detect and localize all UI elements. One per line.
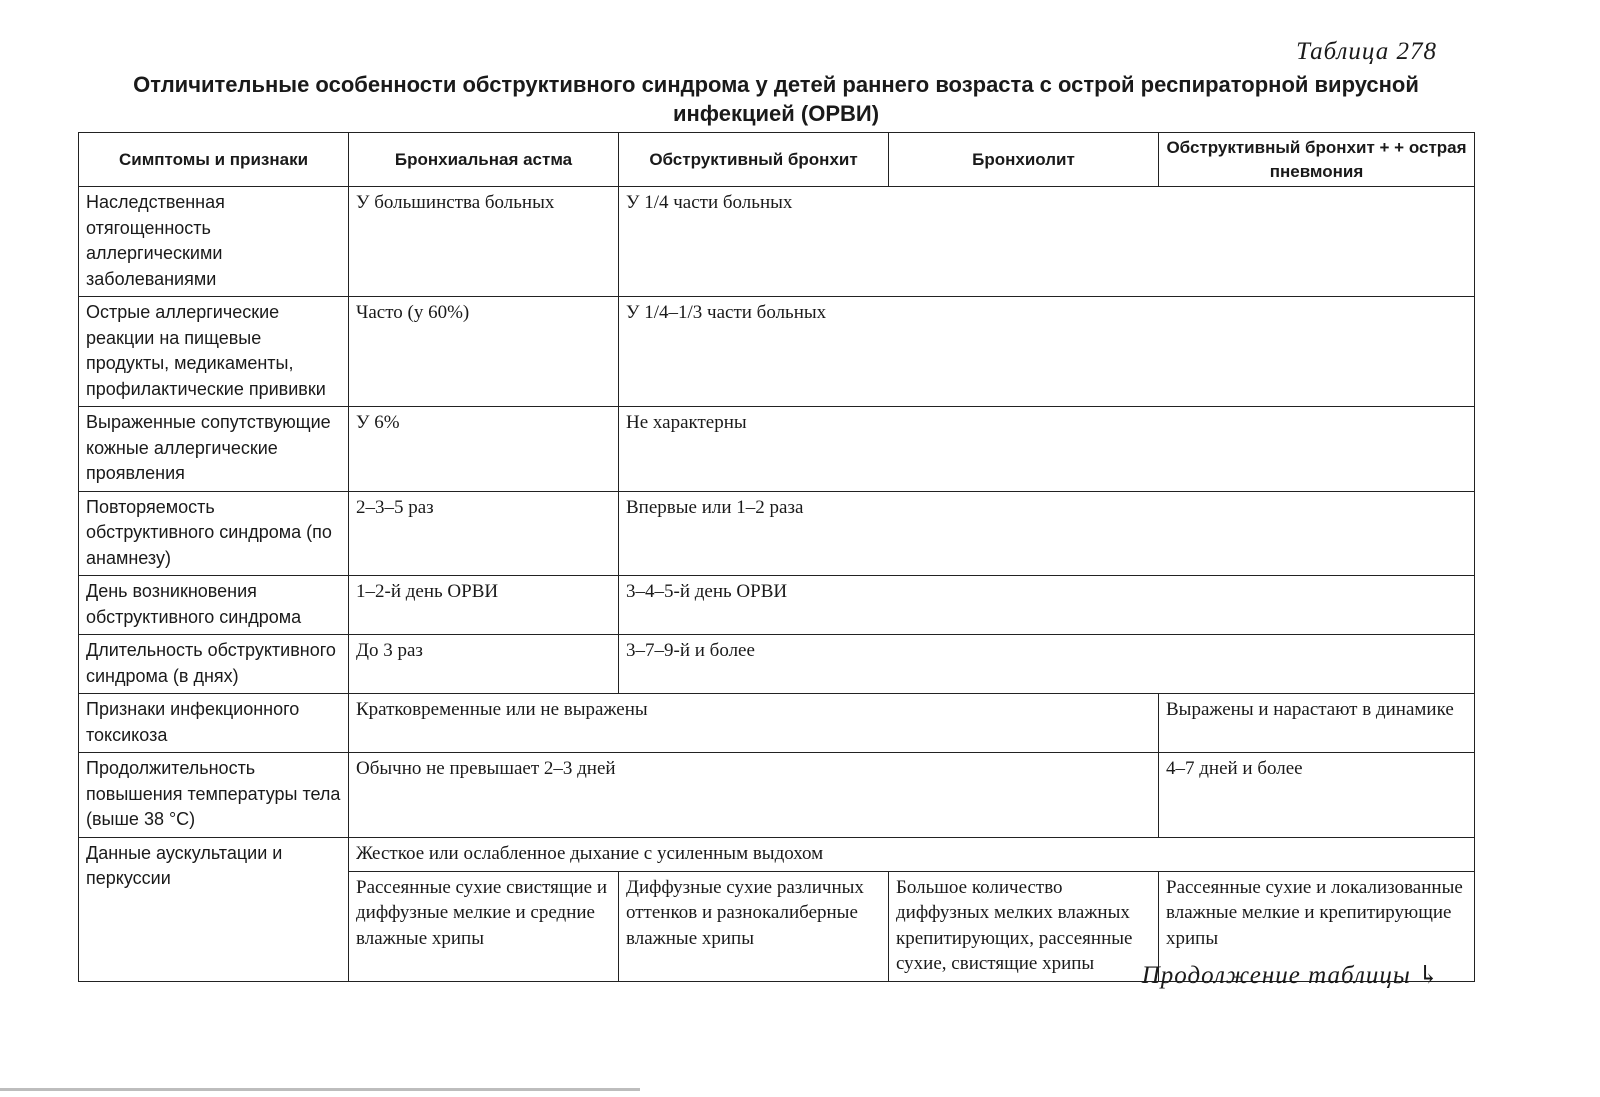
bronchiolitis-cell: Большое количество диффузных мелких влажных крепитирующих, рассеянные сухие, свистящие хрипы [889, 871, 1159, 981]
asthma-cell: У большинства больных [349, 187, 619, 297]
table-row [79, 635, 1475, 694]
table-row [79, 753, 1475, 838]
symptom-cell: Длительность обструктивного синдрома (в днях) [79, 635, 349, 694]
asthma-cell: Часто (у 60%) [349, 297, 619, 407]
table-title: Отличительные особенности обструктивного синдрома у детей раннего возраста с острой респираторной вирусной инфекцией (ОРВИ) [133, 72, 1419, 126]
asthma-cell: У 6% [349, 407, 619, 492]
common-cell: Жесткое или ослабленное дыхание с усиленным выдохом [349, 837, 1475, 871]
others-cell [619, 297, 1475, 407]
merged-cell: Обычно не превышает 2–3 дней [349, 753, 1159, 838]
others-suffix: части больных [668, 192, 793, 213]
table-row [79, 297, 1475, 407]
fraction: 1/4–1/3 [644, 302, 703, 323]
others-cell: Впервые или 1–2 раза [619, 491, 1475, 576]
symptom-cell: Повторяемость обструктивного синдрома (по анамнезу) [79, 491, 349, 576]
others-suffix: части больных [702, 302, 827, 323]
col-header-symptoms: Симптомы и признаки [79, 133, 349, 187]
others-cell [619, 187, 1475, 297]
others-prefix: У [626, 192, 645, 213]
table-row [79, 187, 1475, 297]
table-row [79, 407, 1475, 492]
others-cell: Не характерны [619, 407, 1475, 492]
comparison-table [78, 132, 1475, 982]
symptom-cell: Продолжительность повышения температуры тела (выше 38 °С) [79, 753, 349, 838]
col-header-bronchitis: Обструктивный бронхит [619, 133, 889, 187]
bronchitis-cell: Диффузные сухие различных оттенков и разнокалиберные влажные хрипы [619, 871, 889, 981]
col-header-bronchitis-pneumonia: Обструктивный бронхит + + острая пневмония [1159, 133, 1475, 187]
header-row [79, 133, 1475, 187]
table-row [79, 491, 1475, 576]
others-prefix: У [626, 302, 645, 323]
asthma-cell: Рассеянные сухие свистящие и диффузные мелкие и средние влажные хрипы [349, 871, 619, 981]
bottom-rule [0, 1088, 640, 1091]
asthma-cell: До 3 раз [349, 635, 619, 694]
table-row [79, 576, 1475, 635]
asthma-cell: 1–2-й день ОРВИ [349, 576, 619, 635]
pneumonia-cell: Рассеянные сухие и локализованные влажные мелкие и крепитирующие хрипы [1159, 871, 1475, 981]
symptom-cell: День возникновения обструктивного синдрома [79, 576, 349, 635]
symptom-cell: Острые аллергические реакции на пищевые продукты, медикаменты, профилактические прививки [79, 297, 349, 407]
table-row [79, 837, 1475, 871]
symptom-cell: Признаки инфекционного токсикоза [79, 694, 349, 753]
symptom-cell: Наследственная отягощенность аллергическими заболеваниями [79, 187, 349, 297]
col-header-asthma: Бронхиальная астма [349, 133, 619, 187]
others-cell: 3–4–5-й день ОРВИ [619, 576, 1475, 635]
table-row [79, 694, 1475, 753]
merged-cell: Кратковременные или не выражены [349, 694, 1159, 753]
others-cell: 3–7–9-й и более [619, 635, 1475, 694]
symptom-cell: Данные аускультации и перкуссии [79, 837, 349, 981]
pneumonia-cell: Выражены и нарастают в динамике [1159, 694, 1475, 753]
asthma-cell: 2–3–5 раз [349, 491, 619, 576]
pneumonia-cell: 4–7 дней и более [1159, 753, 1475, 838]
col-header-bronchiolitis: Бронхиолит [889, 133, 1159, 187]
symptom-cell: Выраженные сопутствующие кожные аллергические проявления [79, 407, 349, 492]
fraction: 1/4 [644, 192, 669, 213]
continuation-note: Продолжение таблицы ↳ [1141, 962, 1440, 989]
table-number: Таблица 278 [1296, 38, 1437, 65]
